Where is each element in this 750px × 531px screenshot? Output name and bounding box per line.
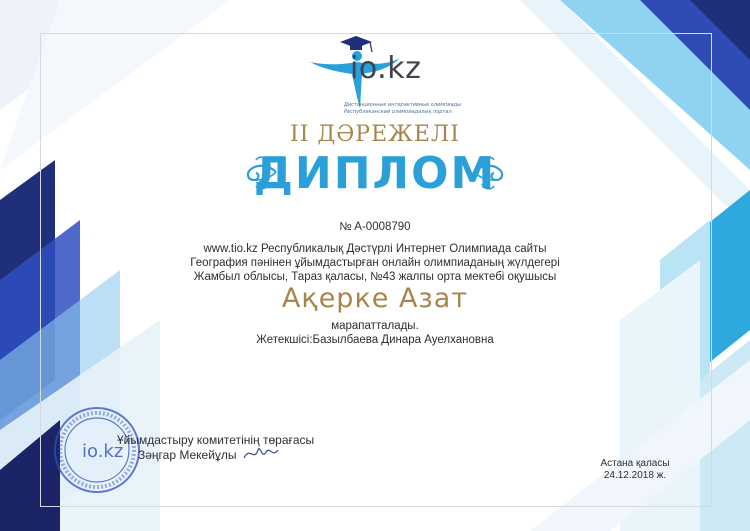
stamp-seal-icon: [52, 405, 142, 495]
logo-tagline-2: Республиканский олимпиадалық портал: [344, 109, 452, 115]
degree-title: II ДӘРЕЖЕЛІ: [290, 122, 460, 147]
logo-tagline-1: Дистанционные интерактивные олимпиады: [344, 102, 462, 108]
awarded-text: марапатталады.: [331, 320, 419, 332]
chair-name: Зәңгар Мекейұлы: [138, 448, 237, 462]
place-text: Астана қаласы: [600, 458, 670, 469]
chair-title: Ұйымдастыру комитетінің төрағасы: [117, 433, 315, 447]
logo-wordmark: io.kz: [350, 51, 422, 86]
svg-text:io.kz: io.kz: [82, 441, 124, 462]
body-line-3: Жамбыл облысы, Тараз қаласы, №43 жалпы орта мектебі оқушысы: [193, 271, 557, 283]
recipient-name: Ақерке Азат: [281, 283, 469, 314]
diploma-title: ДИПЛОМ: [253, 148, 497, 199]
body-line-2: География пәнінен ұйымдастырған онлайн олимпиаданың жүлдегері: [190, 257, 560, 269]
signature-icon: [242, 442, 282, 464]
date-text: 24.12.2018 ж.: [603, 470, 667, 481]
body-line-1: www.tio.kz Республикалық Дәстүрлі Интернет Олимпиада сайты: [203, 243, 547, 255]
supervisor-text: Жетекшісі:Базылбаева Динара Ауелхановна: [256, 334, 494, 346]
certificate-number: № A-0008790: [339, 221, 411, 233]
ornament-right-icon: [468, 150, 512, 194]
